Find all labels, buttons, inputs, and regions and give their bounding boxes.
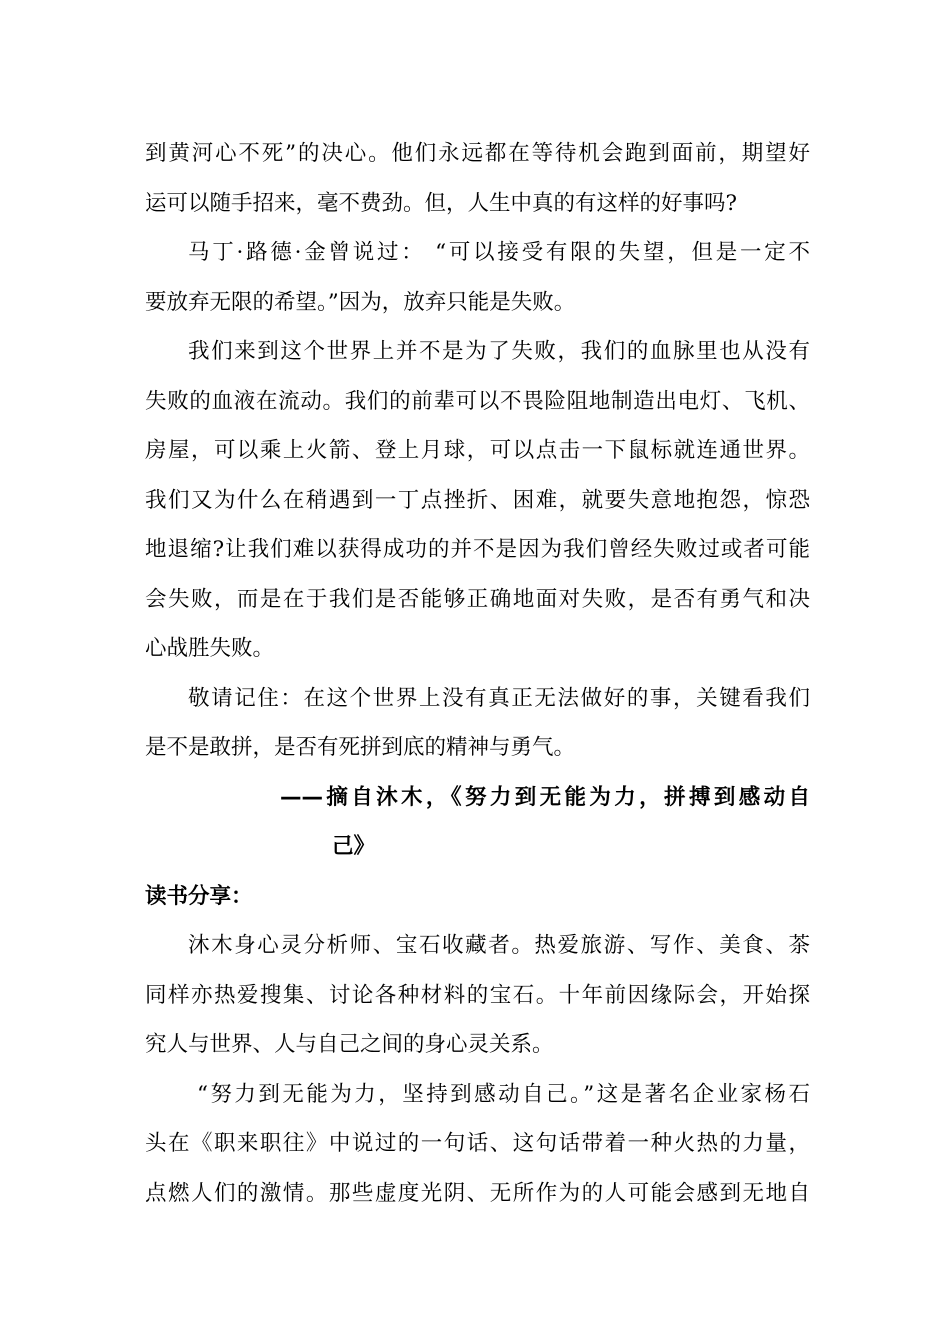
paragraph-line: 地退缩?让我们难以获得成功的并不是因为我们曾经失败过或者可能 (145, 537, 810, 562)
paragraph-line: “努力到无能为力，坚持到感动自己。”这是著名企业家杨石 (197, 1081, 810, 1107)
section-heading: 读书分享： (145, 883, 253, 909)
paragraph-line: 同样亦热爱搜集、讨论各种材料的宝石。十年前因缘际会，开始探 (145, 982, 810, 1008)
attribution-line: 己》 (332, 834, 376, 859)
document-body (145, 129, 810, 1218)
paragraph-line: 沐木身心灵分析师、宝石收藏者。热爱旅游、写作、美食、茶 (188, 933, 810, 958)
paragraph-line: 点燃人们的激情。那些虚度光阴、无所作为的人可能会感到无地自 (145, 1180, 810, 1206)
paragraph-line: 到黄河心不死”的决心。他们永远都在等待机会跑到面前，期望好 (145, 141, 810, 166)
attribution-line: ——摘自沐木，《努力到无能为力，拼搏到感动自 (280, 784, 810, 810)
paragraph-line: 敬请记住：在这个世界上没有真正无法做好的事，关键看我们 (188, 685, 810, 711)
paragraph-line: 我们来到这个世界上并不是为了失败，我们的血脉里也从没有 (188, 339, 810, 364)
paragraph-line: 是不是敢拼，是否有死拼到底的精神与勇气。 (145, 735, 576, 760)
paragraph-line: 马丁·路德·金曾说过： “可以接受有限的失望，但是一定不 (188, 240, 810, 265)
paragraph-line: 运可以随手招来，毫不费劲。但，人生中真的有这样的好事吗? (145, 190, 738, 216)
paragraph-line: 我们又为什么在稍遇到一丁点挫折、困难，就要失意地抱怨，惊恐 (145, 487, 810, 513)
paragraph-line: 究人与世界、人与自己之间的身心灵关系。 (145, 1032, 554, 1057)
paragraph-line: 失败的血液在流动。我们的前辈可以不畏险阻地制造出电灯、飞机、 (145, 388, 810, 414)
paragraph-line: 头在《职来职往》中说过的一句话、这句话带着一种火热的力量， (145, 1131, 810, 1156)
paragraph-line: 房屋，可以乘上火箭、登上月球，可以点击一下鼠标就连通世界。 (145, 438, 810, 463)
paragraph-line: 会失败，而是在于我们是否能够正确地面对失败，是否有勇气和决 (145, 586, 810, 612)
paragraph-line: 心战胜失败。 (145, 636, 275, 661)
paragraph-line: 要放弃无限的希望。”因为，放弃只能是失败。 (145, 289, 576, 315)
